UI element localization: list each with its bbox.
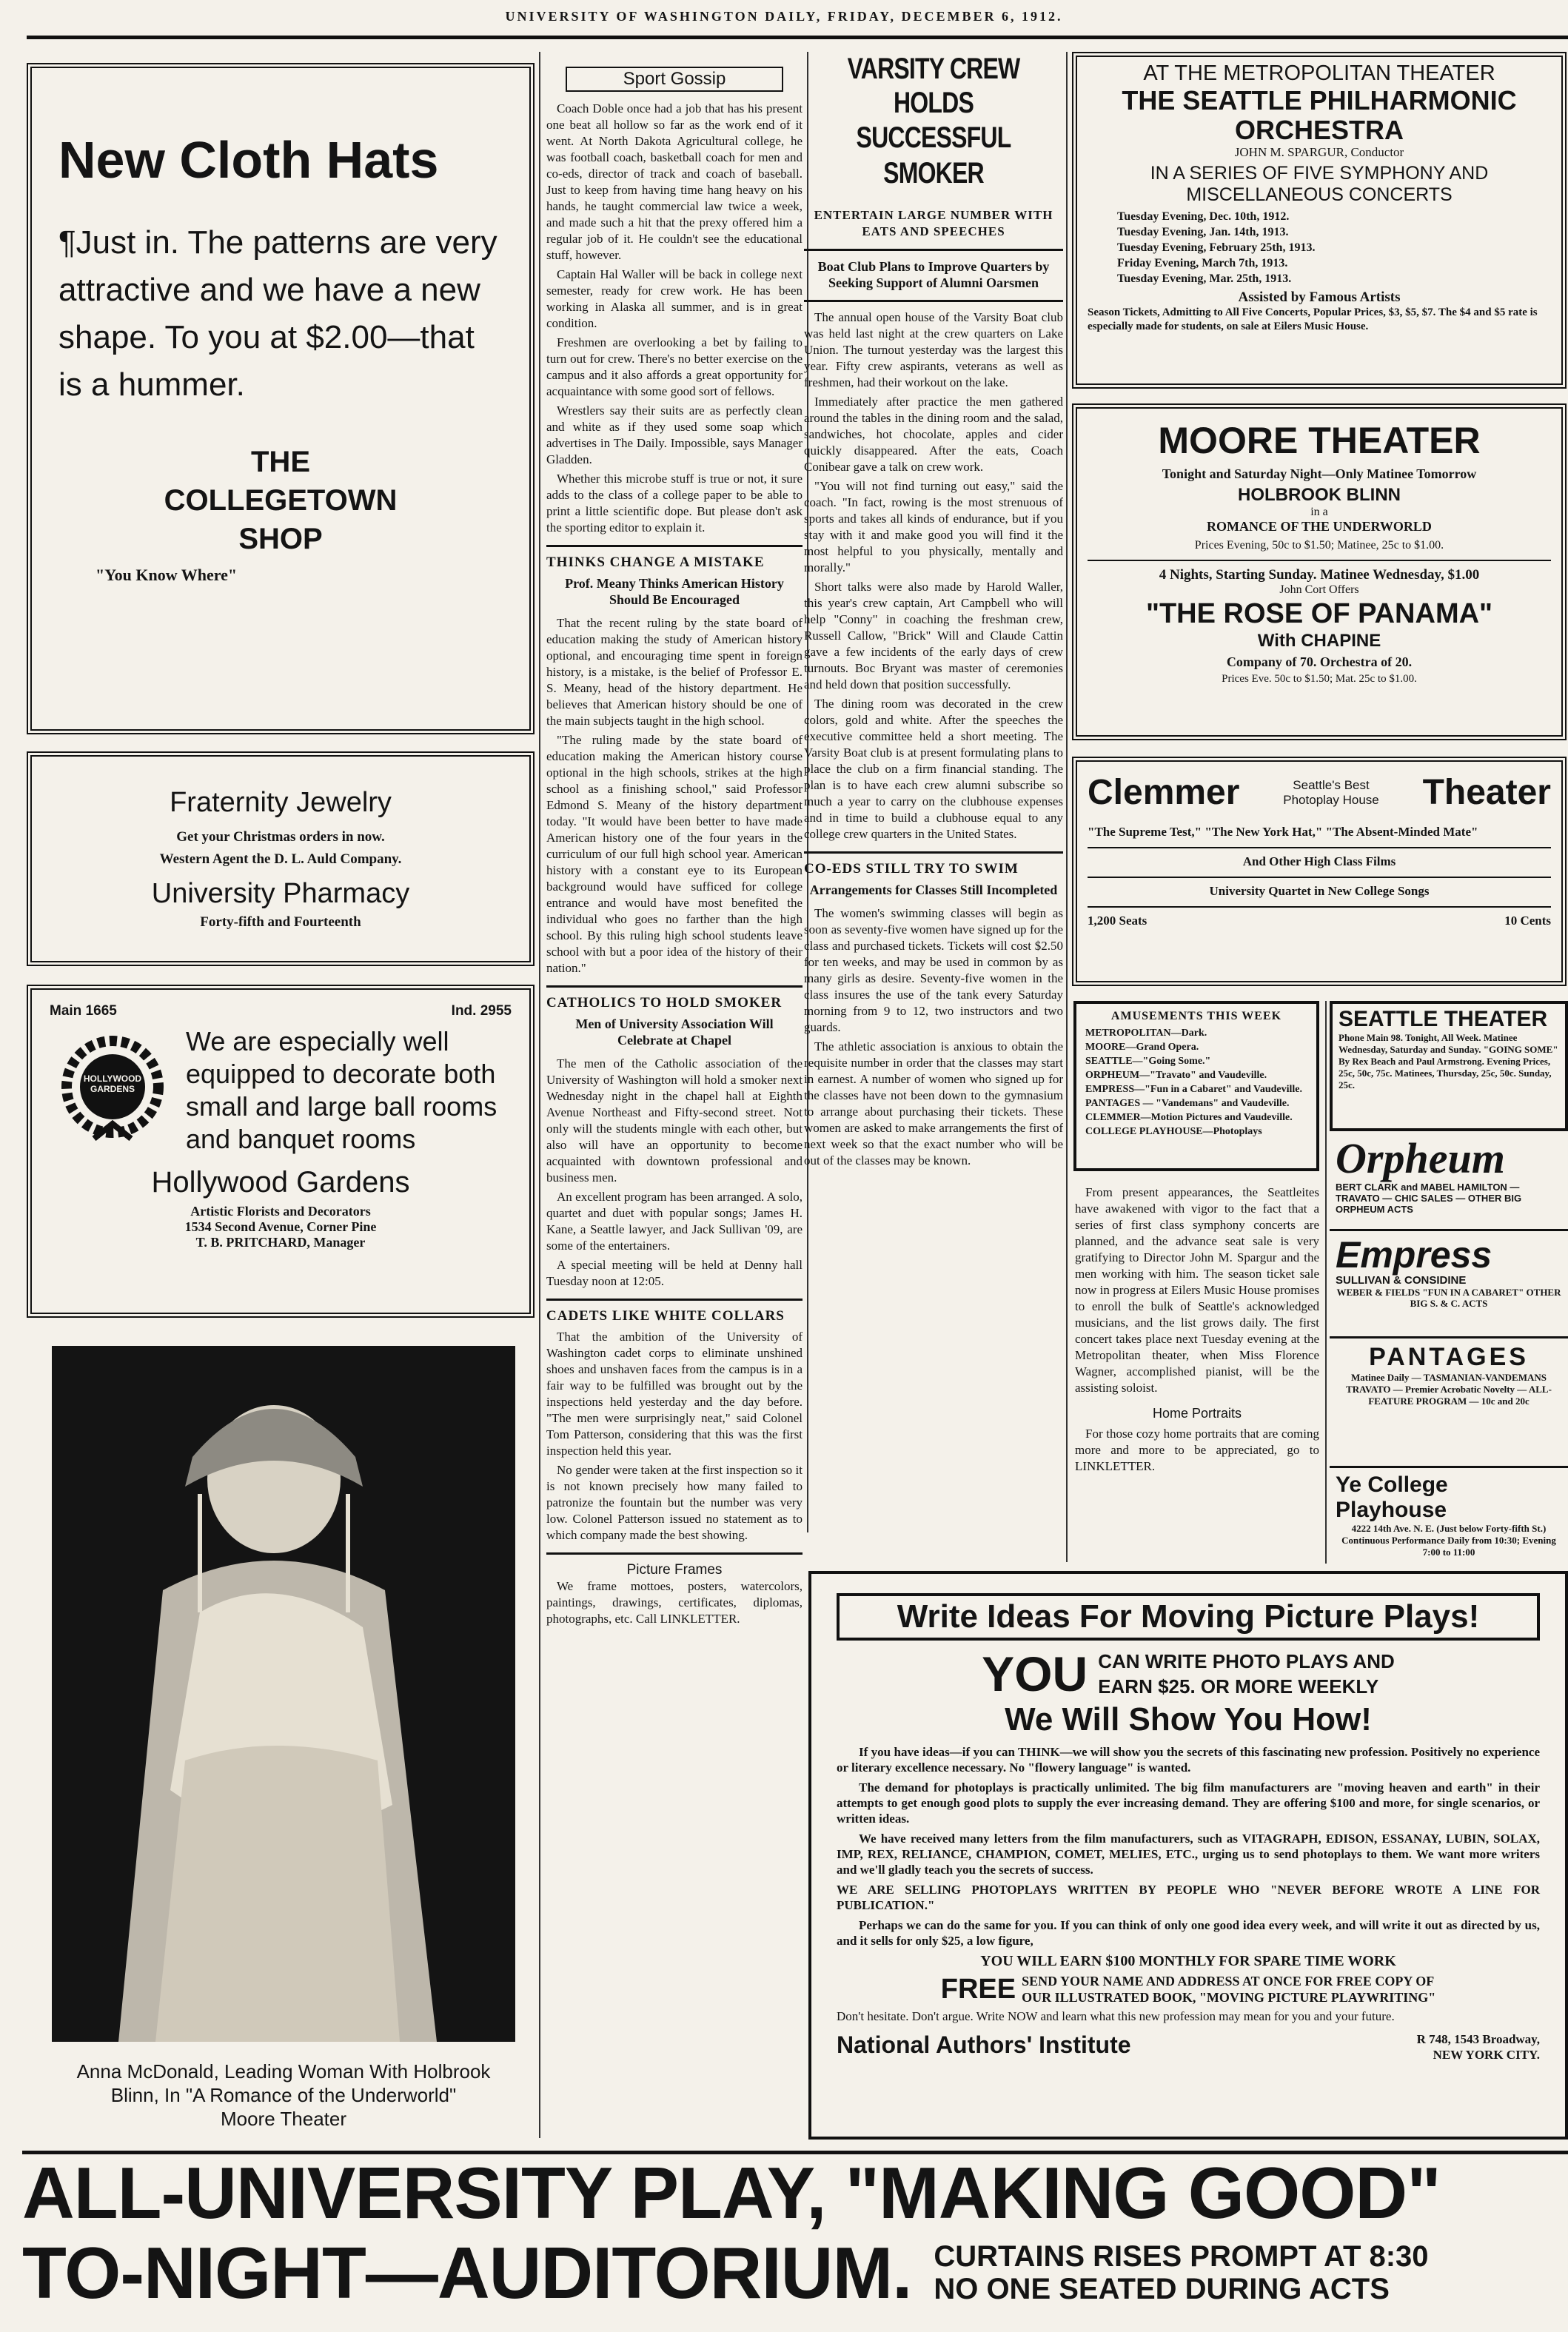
metro-assisted: Assisted by Famous Artists [1238,289,1401,305]
metro-dates [1088,209,1551,287]
ad-hollywood-gardens [27,985,535,1318]
cadets-paragraph: No gender were taken at the first inspection so it is not known precisely how many failed to patronize the fountain but the number was very low. Colonel Patterson issued no statement as to which company made the best showing. [546,1463,803,1542]
banner-line-2-row [22,2233,1568,2313]
metro-date: Tuesday Evening, Jan. 14th, 1913. [1117,226,1289,238]
ad-jewelry-line2: Western Agent the D. L. Auld Company. [159,851,402,867]
catholics-paragraph: The men of the Catholic association of the University of Washington will hold a smoker next Wednesday night in the chapel hall at Eighth Avenue Northeast and Fifty-second street. Not only will the students mingle with each other, but also will have an opportunity to become acquainted with downtown professional and business men. [546,1056,803,1185]
clemmer-price: 10 Cents [1504,914,1551,928]
clemmer-theater-word: Theater [1422,773,1551,812]
thinks-subheading: Prof. Meany Thinks American History Should Be Encouraged [565,576,784,607]
column-rule-3 [1066,52,1068,1562]
ad-moore-theater [1072,403,1567,740]
ad-jewelry-title: Fraternity Jewelry [170,787,392,818]
photoplays-free: FREE [940,1973,1016,2005]
crew-subheading-1: ENTERTAIN LARGE NUMBER WITH EATS AND SPEECHES [814,208,1053,238]
metro-header: AT THE METROPOLITAN THEATER [1143,61,1495,85]
news-column-1 [546,67,803,2147]
crew-paragraph: "You will not find turning out easy," said the coach. "In fact, rowing is the most strenuous of sports and takes all kinds of endurance, but if you stay with it and make good you will find it the most helpful to you physically, mentally and morally." [804,479,1063,574]
pantages-text: Matinee Daily — TASMANIAN-VANDEMANS TRAVATO — Premier Acrobatic Novelty — ALL-FEATURE PROGRAM — 10c and 20c [1346,1372,1552,1407]
metro-title-1: THE SEATTLE PHILHARMONIC [1122,85,1517,115]
moore-divider [1088,560,1551,561]
masthead: UNIVERSITY OF WASHINGTON DAILY, FRIDAY, DECEMBER 6, 1912. [505,9,1063,24]
photo-caption-line2: Blinn, In "A Romance of the Underworld" [110,2084,457,2106]
coeds-subheading: Arrangements for Classes Still Incompleted [809,882,1058,897]
ad-orpheum [1330,1131,1568,1231]
sport-paragraph: Freshmen are overlooking a bet by failing to turn out for crew. There's no better exercise on the campus and it also affords a great opportunity for acquaintance with some good sort of fellows. [546,335,803,398]
ad-gardens-line1: Artistic Florists and Decorators [190,1204,371,1219]
ad-hats-tag: "You Know Where" [96,566,238,584]
photoplays-institute: National Authors' Institute [837,2031,1131,2058]
moore-play: ROMANCE OF THE UNDERWORLD [1207,519,1432,534]
crew-paragraph: The annual open house of the Varsity Boat club was held last night at the crew quarters on Lake Union. The turnout yesterday was the largest this year. Fifty crew aspirants, veterans as well as freshmen, had their workout on the lake. [804,310,1063,389]
ad-ye-college-playhouse [1330,1468,1568,1564]
sport-paragraph: Coach Doble once had a job that has his present one beat all hollow so far as the work end of it went. At North Dakota Agricultural college, he was football coach, basketball coach for men and co-eds, director of track and coach of baseball. Just to keep from having time hang heavy on his hands, he taught commercial law twice a week, and made such a hit that the prexy offered him a regular job of it. He couldn't see the educational stuff, however. [546,101,803,262]
ad-gardens-line2: 1534 Second Avenue, Corner Pine [184,1219,377,1234]
photoplays-close: Don't hesitate. Don't argue. Write NOW and learn what this new profession may mean for you and your future. [837,2009,1395,2023]
theatre-strip [1330,1001,1568,1564]
ad-fraternity-jewelry [27,751,535,966]
photoplays-para: We have received many letters from the film manufacturers, such as VITAGRAPH, EDISON, ESSANAY, LUBIN, SOLAX, IMP, REX, RELIANCE, CHAMPION, COMET, MELIES, ETC., urging us to send photoplays to them. We want more writers and we'll gladly teach you the secrets of success. [837,1832,1540,1877]
photoplays-you-line-2: EARN $25. OR MORE WEEKLY [1098,1675,1379,1698]
ad-empress [1330,1231,1568,1338]
ad-jewelry-address: Forty-fifth and Fourteenth [200,914,361,930]
ye-college-title: Ye College Playhouse [1336,1472,1448,1522]
moore-with: With CHAPINE [1257,631,1381,651]
catholics-subheading: Men of University Association Will Celebrate at Chapel [575,1016,774,1048]
column-rule-1 [539,52,540,2138]
photoplays-you-row [837,1648,1540,1700]
anna-mcdonald-photo [52,1346,515,2042]
portraits-body: For those cozy home portraits that are coming more and more to be appreciated, go to LINKLETTER. [1075,1427,1319,1473]
banner-small-2: NO ONE SEATED DURING ACTS [934,2273,1390,2305]
photoplays-you: YOU [982,1646,1088,1701]
amusement-item: CLEMMER—Motion Pictures and Vaudeville. [1085,1112,1293,1123]
moore-title: MOORE THEATER [1158,420,1481,461]
clemmer-films: "The Supreme Test," "The New York Hat," "The Absent-Minded Mate" [1088,825,1478,839]
photoplays-para: WE ARE SELLING PHOTOPLAYS WRITTEN BY PEOPLE WHO "NEVER BEFORE WROTE A LINE FOR PUBLICATION." [837,1883,1540,1912]
ad-photoplays [808,1571,1568,2140]
photoplays-earn: YOU WILL EARN $100 MONTHLY FOR SPARE TIME WORK [980,1953,1396,1969]
divider [546,985,803,988]
ad-hats-title: New Cloth Hats [58,131,439,189]
crew-paragraph: Immediately after practice the men gathered around the tables in the dining room and the salad, sandwiches, hot chocolate, apples and cider quickly disappeared. After the eats, Coach Conibear gave a talk on crew work. [804,395,1063,474]
photoplays-para: Perhaps we can do the same for you. If you can think of only one good idea every week, and will write it out as directed by us, and it sells for only $25, a low figure, [837,1918,1540,1948]
ad-gardens-name: Hollywood Gardens [151,1166,410,1199]
amusements-list [1085,1026,1307,1139]
ad-seattle-theater [1330,1001,1568,1131]
photoplays-free-row [837,1973,1540,2006]
ad-gardens-phones [50,1003,512,1019]
photoplays-address-1: R 748, 1543 Broadway, [1416,2032,1540,2046]
photoplays-free-lines [1022,1973,1435,2006]
portraits-heading: Home Portraits [1152,1406,1242,1421]
bottom-banner [22,2153,1568,2332]
cadets-paragraph: That the ambition of the University of Washington cadet corps to eliminate unshined shoes and unshaven faces from the campus is in a fair way to be fulfilled was brought out by the inspections held yesterday and the day before. "The men were surprisingly neat," said Colonel Tom Patterson, considering that this was the first inspection held this year. [546,1330,803,1458]
photoplays-address [1417,2031,1540,2063]
ad-gardens-pitch: We are especially well equipped to decorate both small and large ball rooms and banquet rooms [186,1026,497,1154]
moore-prices-2: Prices Eve. 50c to $1.50; Mat. 25c to $1.00. [1222,673,1417,685]
clemmer-tag: Seattle's Best Photoplay House [1283,777,1379,807]
divider [546,545,803,547]
photoplays-body [837,1744,1540,1949]
clemmer-quartet: University Quartet in New College Songs [1209,884,1430,898]
banner-line-1: ALL-UNIVERSITY PLAY, "MAKING GOOD" [22,2153,1441,2234]
concerts-paragraph: From present appearances, the Seattleites have awakened with vigor to the fact that a series of first class symphony concerts are planned, and the advance seat sale is very gratifying to Director John M. Spargur and the men working with him. The season ticket sale now in progress at Eilers Music House promises to enroll the bulk of Seattle's acknowledged musicians, and the list grows daily. The first concert takes place next Tuesday evening at the Metropolitan theater, when Miss Florence Wagner, accomplished pianist, will be the assisting soloist. [1075,1185,1319,1395]
concerts-column [1075,1185,1319,1555]
coeds-paragraph: The women's swimming classes will begin as soon as seventy-five women have signed up for the class and purchased tickets. Tickets will cost $2.50 for ten weeks, and may be used in common by as many girls as desire. Seventy-five women in the class insures the use of the tank every Saturday morning from 9 to 12, two instructors and two guards. [804,906,1063,1034]
moore-star: HOLBROOK BLINN [1238,485,1401,505]
orpheum-title: Orpheum [1336,1134,1505,1182]
metro-date: Tuesday Evening, Dec. 10th, 1912. [1117,210,1290,223]
crew-headline-line2: SUCCESSFUL SMOKER [856,121,1011,190]
ad-hats-body: ¶Just in. The patterns are very attractive and we have a new shape. To you at $2.00—that is a hummer. [58,224,497,403]
ad-pantages [1330,1338,1568,1468]
crew-subheading-2: Boat Club Plans to Improve Quarters by Seeking Support of Alumni Oarsmen [817,259,1050,290]
photoplays-footer [837,2031,1540,2063]
thinks-heading: THINKS CHANGE A MISTAKE [546,554,765,570]
banner-small-1: CURTAINS RISES PROMPT AT 8:30 [934,2240,1429,2273]
photoplays-show: We Will Show You How! [1005,1701,1372,1738]
crew-paragraph: Short talks were also made by Harold Waller, this year's crew captain, Art Campbell who will help "Conny" in coaching the freshman crew, Russell Callow, "Brick" Will and Claude Cattin gave a few incidents of the early days of crew turnouts. Boc Bryant was master of ceremonies and held down that position successfully. [804,580,1063,691]
sport-paragraph: Whether this microbe stuff is true or not, it sure adds to the class of a college paper to be able to print a little scientific dope. But please don't ask the sporting editor to explain it. [546,472,803,535]
column-rule-4 [1325,1001,1327,1564]
divider [804,249,1063,251]
frames-body: We frame mottoes, posters, watercolors, paintings, drawings, certificates, diplomas, photographs, etc. Call LINKLETTER. [546,1579,803,1626]
amusement-item: PANTAGES — "Vandemans" and Vaudeville. [1085,1098,1290,1109]
photo-caption [22,2060,545,2131]
ad-gardens-line3: T. B. PRITCHARD, Manager [195,1235,366,1250]
sport-paragraph: Captain Hal Waller will be back in college next semester, ready for crew work. He has been working in Alaska all summer, and is in great condition. [546,267,803,330]
divider [804,851,1063,854]
divider [804,300,1063,302]
catholics-paragraph: An excellent program has been arranged. A solo, quartet and duet with popular songs; James H. Kane, a Seattle lawyer, and Jack Sullivan '09, are some of the entertainers. [546,1190,803,1253]
photo-caption-line1: Anna McDonald, Leading Woman With Holbrook [76,2060,491,2083]
pantages-title: PANTAGES [1369,1343,1529,1371]
photoplays-para: If you have ideas—if you can THINK—we will show you the secrets of this fascinating new profession. Positively no experience or literary excellence necessary. No "flowery language" is wanted. [837,1745,1540,1775]
banner-small [934,2240,1428,2305]
amusement-item: ORPHEUM—"Travato" and Vaudeville. [1085,1070,1267,1081]
ye-college-text: 4222 14th Ave. N. E. (Just below Forty-fifth St.) Continuous Performance Daily from 10:30; Evening 7:00 to 11:00 [1341,1523,1556,1558]
photoplays-title: Write Ideas For Moving Picture Plays! [837,1593,1540,1641]
divider [546,1552,803,1555]
masthead-rule [27,36,1568,39]
metro-tickets: Season Tickets, Admitting to All Five Concerts, Popular Prices, $3, $5, $7. The $4 and $5 rate is especially made for students, on sale at Eilers Music House. [1088,306,1538,332]
empress-sub: SULLIVAN & CONSIDINE [1336,1274,1467,1287]
ad-jewelry-line1: Get your Christmas orders in now. [176,829,385,845]
sport-paragraph: Wrestlers say their suits are as perfectly clean and white as if they used some soap which advertises in The Daily. Impossible, says Manager Gladden. [546,403,803,466]
moore-company: Company of 70. Orchestra of 20. [1226,654,1413,669]
ad-gardens-phone-ind: Ind. 2955 [451,1003,512,1019]
photoplays-you-line-1: CAN WRITE PHOTO PLAYS AND [1098,1650,1395,1672]
amusement-item: EMPRESS—"Fun in a Cabaret" and Vaudeville. [1085,1084,1303,1095]
amusements-heading: AMUSEMENTS THIS WEEK [1110,1010,1282,1022]
clemmer-name: Clemmer [1088,773,1240,812]
ad-metropolitan [1072,52,1567,389]
coeds-heading: CO-EDS STILL TRY TO SWIM [804,861,1019,877]
frames-heading: Picture Frames [626,1562,723,1578]
ad-jewelry-store: University Pharmacy [151,878,410,909]
clemmer-footer [1088,914,1551,928]
metro-date: Friday Evening, March 7th, 1913. [1117,257,1288,269]
divider [546,1299,803,1301]
amusement-item: SEATTLE—"Going Some." [1085,1056,1211,1067]
moore-play-2: "THE ROSE OF PANAMA" [1145,598,1493,629]
clemmer-other: And Other High Class Films [1242,854,1396,868]
amusements-this-week [1073,1001,1319,1171]
banner-line-2: TO-NIGHT—AUDITORIUM. [22,2232,912,2313]
clemmer-divider [1088,847,1551,848]
photoplays-free-line-1: SEND YOUR NAME AND ADDRESS AT ONCE FOR FREE COPY OF [1022,1974,1435,1988]
clemmer-seats: 1,200 Seats [1088,914,1147,928]
metro-series-2: MISCELLANEOUS CONCERTS [1186,184,1453,205]
seattle-theater-title: SEATTLE THEATER [1339,1007,1548,1031]
hollywood-logo-text: HOLLYWOOD GARDENS [83,1073,142,1094]
amusement-item: MOORE—Grand Opera. [1085,1042,1199,1053]
ad-gardens-phone-main: Main 1665 [50,1003,117,1019]
metro-series-1: IN A SERIES OF FIVE SYMPHONY AND [1150,163,1489,184]
orpheum-text: BERT CLARK and MABEL HAMILTON — TRAVATO — CHIC SALES — OTHER BIG ORPHEUM ACTS [1336,1182,1522,1215]
photoplays-you-lines [1098,1649,1395,1699]
moore-in: in a [1310,506,1328,518]
moore-offers: John Cort Offers [1279,583,1359,596]
thinks-paragraph: "The ruling made by the state board of education making the American history course optional in the high schools, strikes at the high school as a finishing school," said Professor Edmond S. Meany of the history department today. "It would have been better to have made American history one of the four years in the curriculum of our full high school year. American history with a constant eye to its European background would have sufficed for college entrance and would have most benefited the individual who goes no farther than the high school. By this ruling high school students leave school with but a poor idea of the history of their nation." [546,733,803,975]
hollywood-gardens-wreath-logo [50,1028,175,1153]
photo-caption-line3: Moore Theater [220,2108,347,2130]
metro-conductor: JOHN M. SPARGUR, Conductor [1234,145,1404,159]
clemmer-divider [1088,877,1551,878]
moore-prices-1: Prices Evening, 50c to $1.50; Matinee, 25c to $1.00. [1194,539,1444,552]
empress-text: WEBER & FIELDS "FUN IN A CABARET" OTHER BIG S. & C. ACTS [1336,1287,1561,1309]
crew-paragraph: The dining room was decorated in the crew colors, gold and white. After the speeches the executive committee held a short meeting. The Varsity Boat club is at present formulating plans to place the club on a firm financial standing. The plan is to have each crew alumni subscribe so much a year to carry on the clubhouse expenses and in time to build a clubhouse equal to any college crew quarters in the United States. [804,697,1063,841]
photoplays-address-2: NEW YORK CITY. [1433,2048,1540,2062]
thinks-paragraph: That the recent ruling by the state board of education making the study of American history optional, and encouraging time spent in foreign history, is a mistake, is the belief of Professor E. S. Meany, head of the history department. He believes that American history should be one of the main subjects taught in the high school. [546,616,803,728]
empress-title: Empress [1336,1234,1492,1276]
photoplays-para: The demand for photoplays is practically unlimited. The big film manufacturers are "moving heaven and earth" in their attempts to get enough good plots to supply the ever increasing demand. They are offering $100 and more, for single scenarios, or written ideas. [837,1780,1540,1826]
photoplays-free-line-2: OUR ILLUSTRATED BOOK, "MOVING PICTURE PLAYWRITING" [1022,1990,1436,2005]
metro-date: Tuesday Evening, Mar. 25th, 1913. [1117,272,1292,285]
ad-clemmer-theater [1072,757,1567,986]
seattle-theater-text: Phone Main 98. Tonight, All Week. Matinee Wednesday, Saturday and Sunday. "GOING SOME" By Rex Beach and Paul Armstrong. Evening Prices, 25c, 50c, 75c. Matinees, Thursday, 25c, 50c. Sunday, 25c. [1339,1032,1558,1090]
crew-headline-line1: VARSITY CREW HOLDS [847,53,1020,119]
clemmer-title-row [1088,772,1551,813]
cadets-heading: CADETS LIKE WHITE COLLARS [546,1308,785,1324]
metro-title-2: ORCHESTRA [1234,115,1404,145]
ad-cloth-hats [27,63,535,734]
amusement-item: COLLEGE PLAYHOUSE—Photoplays [1085,1126,1262,1137]
clemmer-divider [1088,906,1551,908]
coeds-paragraph: The athletic association is anxious to obtain the requisite number in order that the classes may start in earnest. A number of women who signed up for the classes have not been down to the gymnasium to arrange about purchasing their tickets. These women are asked to make arrangements the first of next week so that the exact number who will be out of the classes may be known. [804,1039,1063,1167]
amusement-item: METROPOLITAN—Dark. [1085,1028,1207,1039]
metro-date: Tuesday Evening, February 25th, 1913. [1117,241,1316,254]
ad-hats-shop: THE COLLEGETOWN SHOP [164,446,398,555]
sport-gossip-heading: Sport Gossip [566,67,783,92]
catholics-paragraph: A special meeting will be held at Denny hall Tuesday noon at 12:05. [546,1258,803,1288]
news-column-2 [804,52,1063,1547]
moore-line2: 4 Nights, Starting Sunday. Matinee Wednesday, $1.00 [1159,567,1480,583]
catholics-heading: CATHOLICS TO HOLD SMOKER [546,995,783,1011]
moore-line1: Tonight and Saturday Night—Only Matinee Tomorrow [1162,466,1477,481]
